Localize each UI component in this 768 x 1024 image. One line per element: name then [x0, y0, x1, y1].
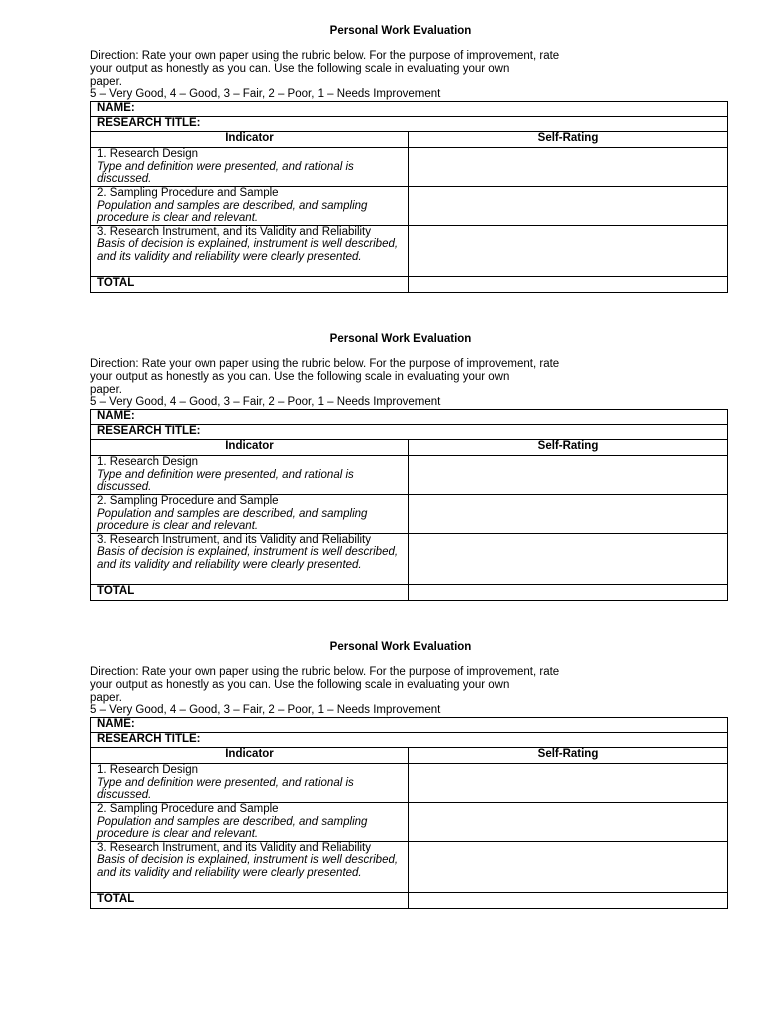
- rating-scale: 5 – Very Good, 4 – Good, 3 – Fair, 2 – Poor, 1 – Needs Improvement: [90, 704, 441, 717]
- evaluation-form-2: [90, 332, 727, 601]
- evaluation-form-3: [90, 640, 727, 909]
- total-rating-cell[interactable]: [409, 892, 728, 908]
- indicator-title: 3. Research Instrument, and its Validity and Reliability: [97, 841, 372, 854]
- name-field[interactable]: NAME:: [91, 410, 728, 425]
- self-rating-cell[interactable]: [409, 802, 728, 841]
- indicator-cell: [91, 494, 409, 533]
- indicator-description: Type and definition were presented, and rational is discussed.: [97, 468, 354, 494]
- self-rating-cell[interactable]: [409, 494, 728, 533]
- indicator-cell: [91, 841, 409, 892]
- indicator-cell: [91, 533, 409, 584]
- rating-scale: 5 – Very Good, 4 – Good, 3 – Fair, 2 – Poor, 1 – Needs Improvement: [90, 396, 441, 409]
- total-label: TOTAL: [91, 276, 409, 292]
- form-title: Personal Work Evaluation: [329, 333, 472, 345]
- direction-text: [90, 358, 610, 396]
- direction-line: Direction: Rate your own paper using the rubric below. For the purpose of improvement, rate: [90, 666, 560, 678]
- evaluation-table: [90, 717, 728, 909]
- indicator-title: 1. Research Design: [97, 456, 198, 469]
- indicator-cell: [91, 764, 409, 803]
- indicator-description: Population and samples are described, and sampling procedure is clear and relevant.: [97, 815, 368, 841]
- name-field[interactable]: NAME:: [91, 102, 728, 117]
- total-rating-cell[interactable]: [409, 276, 728, 292]
- self-rating-cell[interactable]: [409, 456, 728, 495]
- direction-line: Direction: Rate your own paper using the rubric below. For the purpose of improvement, rate: [90, 50, 560, 62]
- research-title-field[interactable]: RESEARCH TITLE:: [91, 425, 728, 440]
- form-title: Personal Work Evaluation: [329, 25, 472, 37]
- direction-line: paper.: [90, 75, 122, 88]
- indicator-title: 1. Research Design: [97, 148, 198, 161]
- form-title: Personal Work Evaluation: [329, 641, 472, 653]
- indicator-header: Indicator: [91, 440, 409, 456]
- self-rating-header: Self-Rating: [409, 748, 728, 764]
- self-rating-cell[interactable]: [409, 841, 728, 892]
- self-rating-cell[interactable]: [409, 225, 728, 276]
- direction-line: your output as honestly as you can. Use the following scale in evaluating your own: [90, 678, 510, 691]
- indicator-title: 3. Research Instrument, and its Validity and Reliability: [97, 533, 372, 546]
- indicator-header: Indicator: [91, 132, 409, 148]
- direction-line: paper.: [90, 691, 122, 704]
- indicator-title: 1. Research Design: [97, 764, 198, 777]
- self-rating-header: Self-Rating: [409, 440, 728, 456]
- direction-line: paper.: [90, 383, 122, 396]
- indicator-cell: [91, 225, 409, 276]
- indicator-title: 3. Research Instrument, and its Validity and Reliability: [97, 225, 372, 238]
- indicator-title: 2. Sampling Procedure and Sample: [97, 494, 279, 507]
- indicator-description: Type and definition were presented, and rational is discussed.: [97, 776, 354, 802]
- rating-scale: 5 – Very Good, 4 – Good, 3 – Fair, 2 – Poor, 1 – Needs Improvement: [90, 88, 441, 101]
- self-rating-cell[interactable]: [409, 764, 728, 803]
- indicator-description: Basis of decision is explained, instrument is well described, and its validity and reliability were clearly presented.: [97, 238, 399, 263]
- evaluation-table: [90, 101, 728, 293]
- research-title-field[interactable]: RESEARCH TITLE:: [91, 117, 728, 132]
- indicator-description: Basis of decision is explained, instrument is well described, and its validity and reliability were clearly presented.: [97, 854, 399, 879]
- total-label: TOTAL: [91, 892, 409, 908]
- research-title-field[interactable]: RESEARCH TITLE:: [91, 733, 728, 748]
- direction-text: [90, 666, 610, 704]
- direction-line: your output as honestly as you can. Use the following scale in evaluating your own: [90, 62, 510, 75]
- direction-line: Direction: Rate your own paper using the rubric below. For the purpose of improvement, rate: [90, 358, 560, 370]
- name-field[interactable]: NAME:: [91, 718, 728, 733]
- indicator-cell: [91, 186, 409, 225]
- indicator-description: Population and samples are described, and sampling procedure is clear and relevant.: [97, 199, 368, 225]
- self-rating-cell[interactable]: [409, 148, 728, 187]
- indicator-cell: [91, 148, 409, 187]
- indicator-header: Indicator: [91, 748, 409, 764]
- self-rating-cell[interactable]: [409, 186, 728, 225]
- indicator-cell: [91, 456, 409, 495]
- self-rating-header: Self-Rating: [409, 132, 728, 148]
- direction-line: your output as honestly as you can. Use the following scale in evaluating your own: [90, 370, 510, 383]
- self-rating-cell[interactable]: [409, 533, 728, 584]
- direction-text: [90, 50, 610, 88]
- indicator-description: Type and definition were presented, and rational is discussed.: [97, 160, 354, 186]
- evaluation-form-1: [90, 24, 727, 293]
- indicator-description: Population and samples are described, and sampling procedure is clear and relevant.: [97, 507, 368, 533]
- evaluation-table: [90, 409, 728, 601]
- indicator-cell: [91, 802, 409, 841]
- total-rating-cell[interactable]: [409, 584, 728, 600]
- indicator-title: 2. Sampling Procedure and Sample: [97, 802, 279, 815]
- indicator-description: Basis of decision is explained, instrument is well described, and its validity and reliability were clearly presented.: [97, 546, 399, 571]
- total-label: TOTAL: [91, 584, 409, 600]
- indicator-title: 2. Sampling Procedure and Sample: [97, 186, 279, 199]
